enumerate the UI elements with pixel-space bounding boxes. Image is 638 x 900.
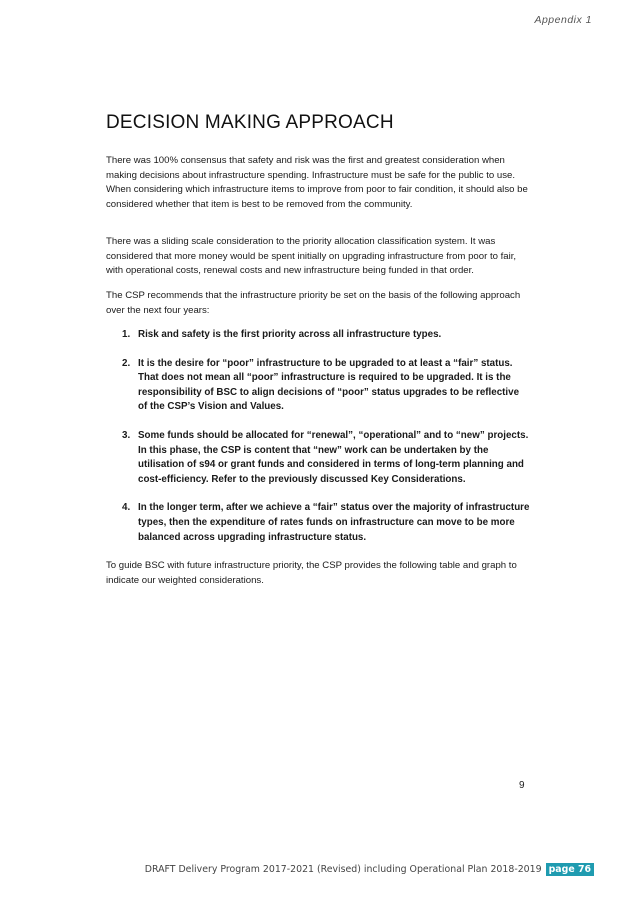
priority-number: 4. bbox=[122, 502, 131, 514]
priority-number: 1. bbox=[122, 329, 131, 340]
footer bbox=[145, 863, 594, 876]
priority-item bbox=[106, 328, 530, 343]
priority-text: In the longer term, after we achieve a “fair” status over the majority of infrastructure types, then the expenditure of rates funds on infrastructure can move to be more balanced across upgrading infrastructure status. bbox=[138, 502, 530, 543]
section-title: DECISION MAKING APPROACH bbox=[106, 112, 394, 133]
priority-number: 2. bbox=[122, 357, 131, 369]
priority-text: Some funds should be allocated for “renewal”, “operational” and to “new” projects. In this phase, the CSP is content that “new” work can be undertaken by the utilisation of s94 or grant funds and considered in terms of long-term planning and cost-efficiency. Refer to the previously discussed Key Considerations. bbox=[138, 429, 529, 485]
appendix-label: Appendix 1 bbox=[534, 14, 592, 26]
priority-item bbox=[106, 501, 530, 545]
priority-text: It is the desire for “poor” infrastructure to be upgraded to at least a “fair” status. That does not mean all “poor” infrastructure is required to be upgraded. It is the responsibility of BSC to align decisions of “poor” status upgrades to be reflective of the CSP’s Vision and Values. bbox=[138, 357, 520, 413]
paragraph-closing: To guide BSC with future infrastructure priority, the CSP provides the following table and graph to indicate our weighted considerations. bbox=[106, 560, 517, 586]
paragraph-safety: There was 100% consensus that safety and risk was the first and greatest consideration when making decisions about infrastructure spending. Infrastructure must be safe for the public to use. When considering which infrastructure items to improve from poor to fair condition, it should also be considered whether that item is best to be removed from the community. bbox=[106, 155, 528, 210]
priority-item bbox=[106, 357, 530, 415]
page-badge: page 76 bbox=[546, 863, 594, 876]
priority-list bbox=[106, 328, 530, 559]
paragraph-recommendation: The CSP recommends that the infrastructure priority be set on the basis of the following approach over the next four years: bbox=[106, 290, 521, 316]
priority-text: Risk and safety is the first priority across all infrastructure types. bbox=[138, 329, 442, 340]
paragraph-sliding-scale: There was a sliding scale consideration to the priority allocation classification system. It was considered that more money would be spent initially on upgrading infrastructure from poor to fair, with operational costs, renewal costs and new infrastructure being funded in that order. bbox=[106, 236, 517, 276]
page-number: 9 bbox=[519, 780, 525, 791]
footer-text: DRAFT Delivery Program 2017-2021 (Revised) including Operational Plan 2018-2019 bbox=[144, 864, 542, 875]
priority-item bbox=[106, 429, 530, 487]
priority-number: 3. bbox=[122, 429, 131, 441]
